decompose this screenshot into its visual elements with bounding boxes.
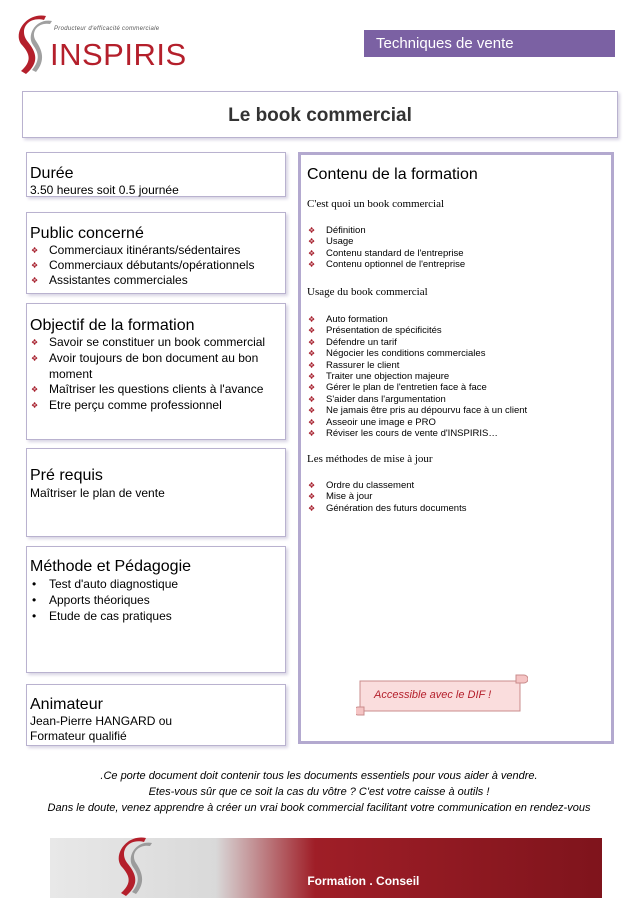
- methode-list: [30, 576, 280, 624]
- dif-badge: [356, 673, 528, 717]
- inspiris-s-emblem-icon: [114, 836, 154, 900]
- list-item: • Test d'auto diagnostique: [30, 576, 280, 592]
- section-list: [307, 225, 597, 271]
- category-tag: [364, 30, 615, 57]
- list-item: ❖ Présentation de spécificités: [307, 325, 597, 336]
- list-item: ❖ Contenu standard de l'entreprise: [307, 248, 597, 259]
- footer-note: [0, 768, 638, 816]
- animateur-name: Jean-Pierre HANGARD ou: [30, 714, 173, 728]
- prerequis-heading: Pré requis: [30, 467, 103, 484]
- title-box: [22, 91, 618, 138]
- public-list: [30, 243, 282, 288]
- category-tag-label: Techniques de vente: [376, 35, 514, 52]
- formation-conseil-banner: [50, 838, 602, 898]
- section-list: [307, 314, 597, 439]
- list-item: ❖ Rassurer le client: [307, 360, 597, 371]
- list-item: ❖ Défendre un tarif: [307, 337, 597, 348]
- inspiris-logo: [10, 12, 187, 78]
- brand-name: INSPIRIS: [50, 37, 187, 72]
- list-item: ❖ Contenu optionnel de l'entreprise: [307, 259, 597, 270]
- list-item: ❖ Ne jamais être pris au dépourvu face à un client: [307, 405, 597, 416]
- objectif-heading: Objectif de la formation: [30, 317, 195, 334]
- prerequis-text: Maîtriser le plan de vente: [30, 486, 165, 500]
- animateur-box: [26, 684, 286, 746]
- public-heading: Public concerné: [30, 225, 144, 242]
- list-item: ❖ Maîtriser les questions clients à l'avance: [30, 382, 278, 398]
- list-item: ❖ S'aider dans l'argumentation: [307, 394, 597, 405]
- prerequis-box: [26, 448, 286, 537]
- section-title: Usage du book commercial: [307, 286, 428, 298]
- list-item: ❖ Usage: [307, 236, 597, 247]
- list-item: ❖ Définition: [307, 225, 597, 236]
- list-item: ❖ Ordre du classement: [307, 480, 597, 491]
- list-item: ❖ Traiter une objection majeure: [307, 371, 597, 382]
- section-title: Les méthodes de mise à jour: [307, 453, 433, 465]
- contenu-box: [298, 152, 614, 744]
- list-item: ❖ Mise à jour: [307, 491, 597, 502]
- list-item: • Apports théoriques: [30, 592, 280, 608]
- methode-heading: Méthode et Pédagogie: [30, 558, 192, 575]
- list-item: ❖ Réviser les cours de vente d'INSPIRIS…: [307, 428, 597, 439]
- public-box: [26, 212, 286, 294]
- animateur-role: Formateur qualifié: [30, 729, 127, 743]
- banner-formation: Formation: [307, 874, 367, 888]
- list-item: ❖ Auto formation: [307, 314, 597, 325]
- list-item: ❖ Savoir se constituer un book commercial: [30, 335, 278, 351]
- objectif-box: [26, 303, 286, 440]
- footer-line: Etes-vous sûr que ce soit la cas du vôtre ? C'est votre caisse à outils !: [148, 786, 490, 798]
- banner-conseil: Conseil: [376, 874, 420, 888]
- list-item: ❖ Assistantes commerciales: [30, 273, 282, 288]
- inspiris-s-emblem-icon: [14, 14, 54, 78]
- dif-label: Accessible avec le DIF !: [374, 689, 492, 701]
- footer-line: .Ce porte document doit contenir tous les documents essentiels pour vous aider à vendre.: [100, 770, 538, 782]
- objectif-list: [30, 335, 278, 414]
- list-item: ❖ Asseoir une image e PRO: [307, 417, 597, 428]
- page-title: Le book commercial: [228, 105, 412, 126]
- list-item: ❖ Gérer le plan de l'entretien face à face: [307, 382, 597, 393]
- duree-box: [26, 152, 286, 197]
- footer-line: Dans le doute, venez apprendre à créer un vrai book commercial facilitant votre communication en rendez-vous: [47, 802, 591, 814]
- list-item: ❖ Négocier les conditions commerciales: [307, 348, 597, 359]
- list-item: ❖ Etre perçu comme professionnel: [30, 398, 278, 414]
- list-item: ❖ Génération des futurs documents: [307, 503, 597, 514]
- list-item: • Etude de cas pratiques: [30, 608, 280, 624]
- banner-separator: .: [366, 874, 377, 888]
- duree-text: 3.50 heures soit 0.5 journée: [30, 183, 179, 197]
- section-title: C'est quoi un book commercial: [307, 198, 445, 210]
- section-list: [307, 480, 597, 514]
- brand-tagline: Producteur d'efficacité commerciale: [54, 26, 160, 32]
- contenu-heading: Contenu de la formation: [307, 166, 478, 183]
- list-item: ❖ Commerciaux itinérants/sédentaires: [30, 243, 282, 258]
- methode-box: [26, 546, 286, 673]
- animateur-heading: Animateur: [30, 696, 103, 713]
- banner-text: [294, 860, 419, 902]
- list-item: ❖ Avoir toujours de bon document au bon moment: [30, 351, 278, 383]
- list-item: ❖ Commerciaux débutants/opérationnels: [30, 258, 282, 273]
- duree-heading: Durée: [30, 165, 74, 182]
